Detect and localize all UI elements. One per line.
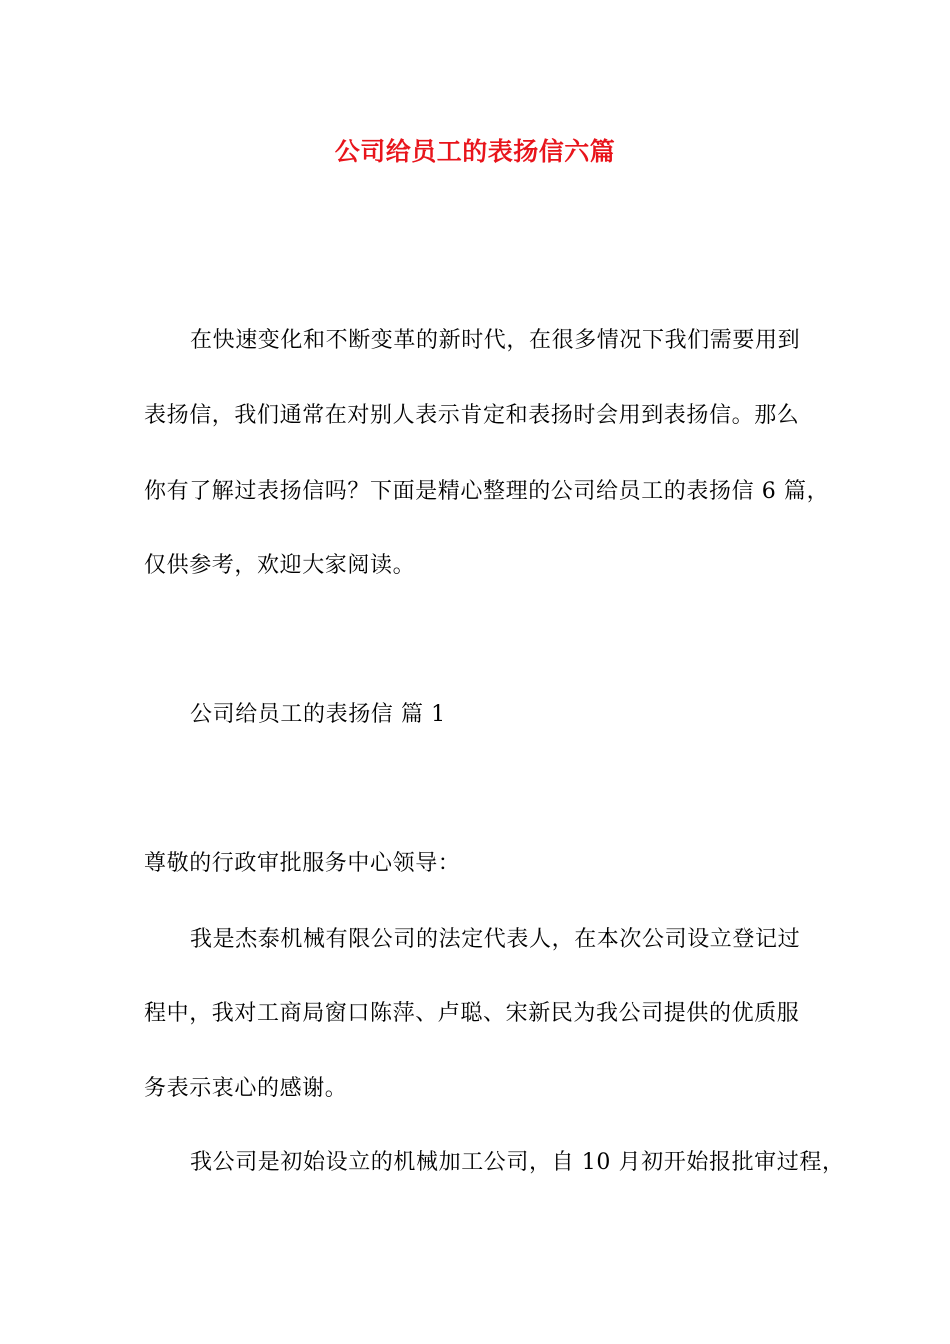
intro-line-4: 仅供参考，欢迎大家阅读。 <box>144 553 416 578</box>
para2-line-1: 我公司是初始设立的机械加工公司，自 10 月初开始报批审过程， <box>190 1150 845 1175</box>
para1-line-2: 程中，我对工商局窗口陈萍、卢聪、宋新民为我公司提供的优质服 <box>144 1001 800 1026</box>
section-heading: 公司给员工的表扬信 篇 1 <box>190 702 446 727</box>
salutation: 尊敬的行政审批服务中心领导： <box>144 851 461 876</box>
para1-line-3: 务表示衷心的感谢。 <box>144 1076 348 1101</box>
intro-line-3: 你有了解过表扬信吗？下面是精心整理的公司给员工的表扬信 6 篇， <box>144 479 830 504</box>
intro-line-1: 在快速变化和不断变革的新时代，在很多情况下我们需要用到 <box>190 328 801 353</box>
intro-line-2: 表扬信，我们通常在对别人表示肯定和表扬时会用到表扬信。那么 <box>144 403 800 428</box>
para1-line-1: 我是杰泰机械有限公司的法定代表人，在本次公司设立登记过 <box>190 927 801 952</box>
document-title: 公司给员工的表扬信六篇 <box>334 137 616 166</box>
